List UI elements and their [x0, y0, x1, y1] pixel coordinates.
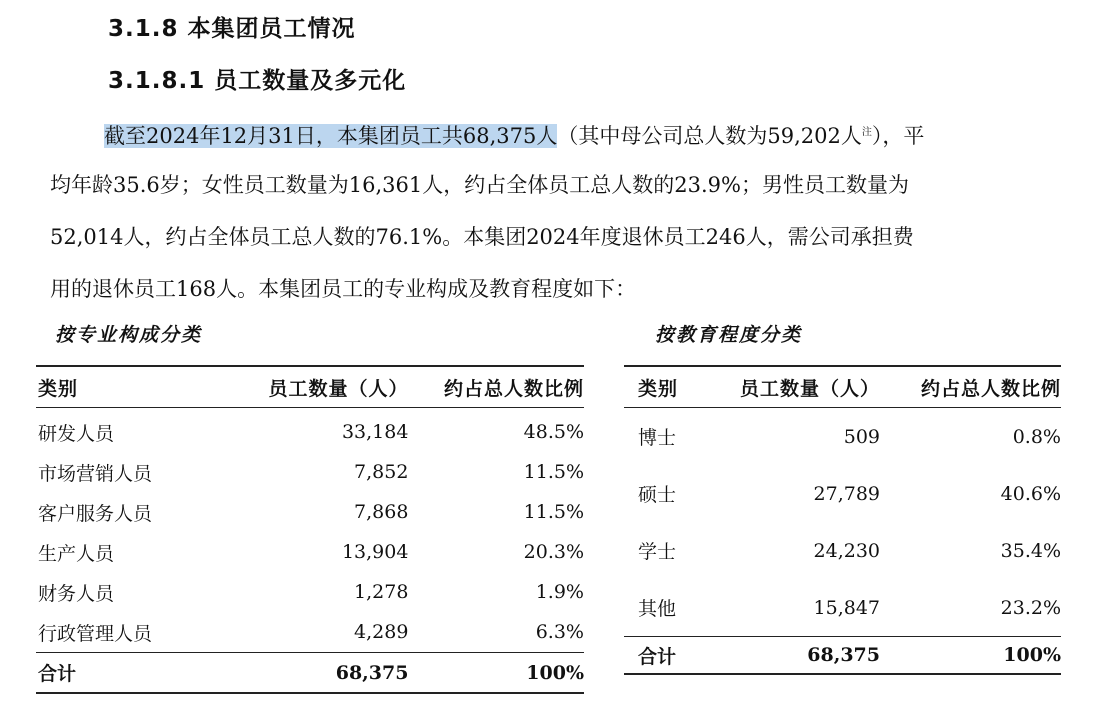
profession-table	[36, 365, 584, 694]
count-cell: 4,289	[354, 621, 409, 643]
paragraph-text: （其中母公司总人数为59,202人	[557, 124, 862, 148]
ratio-cell: 11.5%	[523, 461, 584, 483]
table-row	[624, 579, 1061, 637]
count-cell: 15,847	[813, 596, 880, 619]
paragraph-line-4: 用的退休员工168人。本集团员工的专业构成及教育程度如下：	[50, 277, 637, 301]
table-row	[624, 408, 1061, 466]
ratio-cell: 11.5%	[523, 501, 584, 523]
education-table	[624, 365, 1061, 675]
count-cell: 7,868	[354, 501, 409, 523]
category-cell: 财务人员	[38, 582, 115, 605]
ratio-cell: 1.9%	[535, 581, 584, 603]
count-cell: 13,904	[341, 541, 409, 563]
table-caption-education: 按教育程度分类	[655, 324, 803, 346]
ratio-cell: 40.6%	[1000, 482, 1061, 505]
table-total-row	[36, 653, 584, 694]
category-cell: 市场营销人员	[38, 462, 153, 485]
table-row	[36, 532, 584, 572]
total-ratio: 100%	[880, 637, 1061, 675]
total-label: 合计	[624, 637, 706, 675]
paragraph-line-3: 52,014人，约占全体员工总人数的76.1%。本集团2024年度退休员工246人，需公司承担费	[50, 225, 914, 249]
count-cell: 24,230	[813, 539, 880, 562]
column-header: 员工数量（人）	[237, 366, 409, 408]
ratio-cell: 0.8%	[1012, 425, 1061, 448]
category-cell: 学士	[638, 541, 677, 563]
subsection-heading: 3.1.8.1 员工数量及多元化	[108, 68, 407, 94]
table-row	[624, 522, 1061, 579]
table-total-row	[624, 637, 1061, 675]
category-cell: 行政管理人员	[38, 622, 153, 645]
column-header: 类别	[36, 366, 237, 408]
ratio-cell: 48.5%	[523, 421, 584, 443]
table-header-row	[624, 366, 1061, 408]
table-header-row	[36, 366, 584, 408]
total-count: 68,375	[706, 637, 880, 675]
paragraph-text: ），平	[871, 124, 925, 148]
ratio-cell: 35.4%	[1000, 539, 1061, 562]
total-ratio: 100%	[408, 653, 584, 694]
column-header: 约占总人数比例	[408, 366, 584, 408]
table-row	[36, 452, 584, 492]
category-cell: 生产人员	[38, 542, 115, 565]
count-cell: 7,852	[354, 461, 409, 483]
section-heading: 3.1.8 本集团员工情况	[108, 16, 356, 42]
column-header: 约占总人数比例	[880, 366, 1061, 408]
table-row	[36, 408, 584, 453]
count-cell: 509	[843, 425, 880, 448]
category-cell: 硕士	[638, 484, 677, 506]
count-cell: 27,789	[813, 482, 880, 505]
ratio-cell: 6.3%	[535, 621, 584, 643]
table-row	[36, 492, 584, 532]
column-header: 类别	[624, 366, 706, 408]
selected-text-highlight[interactable]: 截至2024年12月31日，本集团员工共68,375人	[104, 124, 558, 148]
category-cell: 客户服务人员	[38, 502, 153, 525]
category-cell: 其他	[638, 598, 677, 620]
column-header: 员工数量（人）	[706, 366, 880, 408]
category-cell: 研发人员	[38, 422, 115, 445]
total-label: 合计	[36, 653, 237, 694]
paragraph-line-2: 均年龄35.6岁；女性员工数量为16,361人，约占全体员工总人数的23.9%；男性员工数量为	[50, 173, 909, 197]
ratio-cell: 20.3%	[523, 541, 584, 563]
table-caption-profession: 按专业构成分类	[55, 324, 203, 346]
count-cell: 1,278	[354, 581, 409, 603]
table-row	[36, 572, 584, 612]
count-cell: 33,184	[341, 421, 409, 443]
table-row	[36, 612, 584, 653]
paragraph-line-1	[50, 107, 1060, 159]
table-row	[624, 465, 1061, 522]
footnote-marker: 注	[861, 127, 872, 138]
body-paragraph	[50, 107, 1060, 315]
ratio-cell: 23.2%	[1000, 596, 1061, 619]
category-cell: 博士	[638, 427, 677, 449]
total-count: 68,375	[237, 653, 409, 694]
